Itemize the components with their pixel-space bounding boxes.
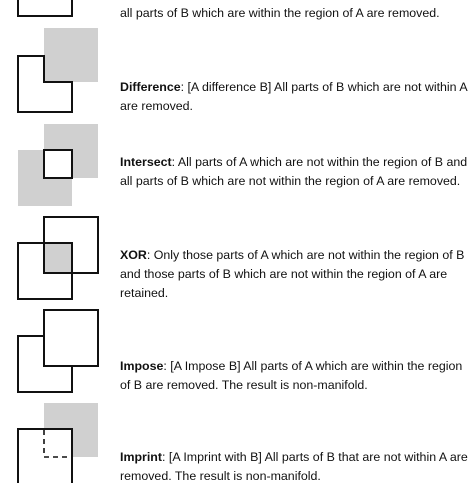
operation-name: Imprint (120, 450, 162, 464)
operation-text: : [A Imprint with B] All parts of B that are not within A are removed. The result is non-manifold. (120, 450, 468, 483)
operation-description (120, 78, 470, 116)
operation-text: : Only those parts of A which are not within the region of B and those parts of B which are not within the region of A are retained. (120, 248, 465, 300)
imprint-icon (0, 403, 110, 474)
operation-description (120, 246, 470, 303)
intersect-icon (0, 124, 110, 214)
operation-description (120, 357, 470, 395)
union-icon (0, 0, 110, 24)
xor-icon (0, 217, 110, 307)
operation-text: : [A difference B] All parts of B which are not within A are removed. (120, 80, 467, 113)
impose-icon (0, 310, 110, 400)
operation-description (120, 153, 470, 191)
operation-name: XOR (120, 248, 147, 262)
operation-text: all parts of B which are within the region of A are removed. (120, 6, 440, 20)
operation-name: Intersect (120, 155, 172, 169)
operation-description (120, 4, 470, 23)
operation-name: Impose (120, 359, 164, 373)
operation-text: : [A Impose B] All parts of A which are within the region of B are removed. The result is non-manifold. (120, 359, 463, 392)
operation-text: : All parts of A which are not within the region of B and all parts of B which are not within the region of A are removed. (120, 155, 468, 188)
difference-icon (0, 28, 110, 118)
operation-description (120, 448, 470, 486)
operation-name: Difference (120, 80, 181, 94)
